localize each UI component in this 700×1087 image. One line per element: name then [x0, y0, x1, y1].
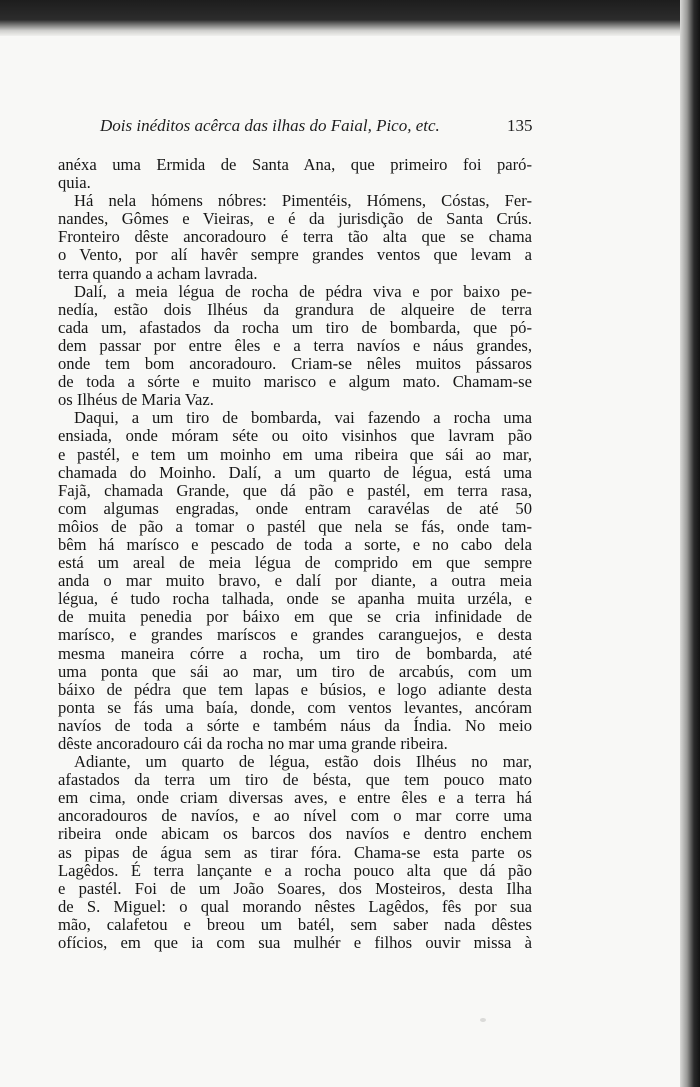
text-line: bêm há marísco e pescado de toda a sorte, e no cabo dela — [58, 534, 532, 554]
text-line: o Vento, por alí havêr sempre grandes ventos que levam a — [58, 245, 532, 265]
text-line: onde tem bom ancoradouro. Criam-se nêles muitos pássaros — [58, 354, 532, 374]
text-line: as pipas de água sem as tirar fóra. Chama-se esta parte os — [58, 842, 532, 862]
text-line: Fajã, chamada Grande, que dá pão e pastél, em terra rasa, — [58, 480, 532, 500]
text-line: navíos de toda a sórte e também náus da Índia. No meio — [58, 715, 532, 735]
text-line: os Ilhéus de Maria Vaz. — [58, 390, 214, 410]
text-line: Daqui, a um tiro de bombarda, vai fazendo a rocha uma — [74, 408, 532, 428]
text-line: quia. — [58, 173, 91, 193]
text-line: ensiada, onde móram séte ou oito visinhos que lavram pão — [58, 426, 532, 446]
paper-speck — [480, 1018, 486, 1022]
page-fore-edge — [680, 0, 700, 1087]
text-line: e pastél, e tem um moinho em uma ribeira que sái ao mar, — [58, 444, 532, 464]
text-line: de S. Miguel: o qual morando nêstes Lagêdos, fês por sua — [58, 896, 532, 916]
text-line: légua, é tudo rocha talhada, onde se apanha muita urzéla, e — [58, 589, 532, 609]
text-line: Dalí, a meia légua de rocha de pédra viva e por baixo pe- — [74, 281, 532, 301]
text-line: em cima, onde criam diversas aves, e entre êles e a terra há — [58, 788, 532, 808]
text-line: báixo de pédra que tem lapas e búsios, e logo adiante desta — [58, 679, 532, 699]
running-head: Dois inéditos acêrca das ilhas do Faial, Pico, etc. — [100, 116, 440, 135]
text-line: terra quando a acham lavrada. — [58, 263, 258, 283]
text-line: Lagêdos. É terra lançante e a rocha pouco alta que dá pão — [58, 860, 532, 880]
text-line: chamada do Moinho. Dalí, a um quarto de légua, está uma — [58, 462, 532, 482]
text-line: anéxa uma Ermida de Santa Ana, que primeiro foi paró- — [58, 155, 532, 174]
scan-dark-top-border — [0, 0, 700, 36]
text-line: ancoradouros de navíos, e ao nível com o mar corre uma — [58, 806, 532, 826]
text-line: de toda a sórte e muito marisco e algum mato. Chamam-se — [58, 372, 532, 392]
text-line: mão, calafetou e breou um batél, sem saber nada dêstes — [58, 914, 532, 934]
text-line: ponta se fás uma baía, donde, com ventos levantes, ancóram — [58, 697, 532, 717]
text-line: dem passar por entre êles e a terra navíos e náus grandes, — [58, 335, 532, 355]
text-line: de muita penedia por báixo em que se cria infinidade de — [58, 607, 532, 627]
text-line: ofícios, em que ia com sua mulhér e filhos ouvir missa à — [58, 933, 532, 953]
text-line: Adiante, um quarto de légua, estão dois Ilhéus no mar, — [74, 752, 532, 772]
text-line: marísco, e grandes maríscos e grandes caranguejos, e desta — [58, 625, 532, 645]
text-line: mesma maneira córre a rocha, um tiro de bombarda, até — [58, 643, 532, 663]
text-line: Há nela hómens nóbres: Pimentéis, Hómens, Cóstas, Fer- — [74, 191, 532, 211]
text-line: ribeira onde abicam os barcos dos navíos e dentro enchem — [58, 824, 532, 844]
text-line: e pastél. Foi de um João Soares, dos Mosteiros, desta Ilha — [58, 878, 532, 898]
text-line: afastados da terra um tiro de bésta, que tem pouco mato — [58, 770, 532, 790]
text-line: anda o mar muito bravo, e dalí por diante, a outra meia — [58, 571, 532, 591]
text-line: dêste ancoradouro cái da rocha no mar uma grande ribeira. — [58, 734, 448, 753]
page-number: 135 — [507, 116, 533, 135]
text-line: nedía, estão dois Ilhéus da grandura de alqueire de terra — [58, 299, 532, 319]
text-line: cada um, afastados da rocha um tiro de bombarda, que pó- — [58, 317, 532, 337]
text-line: com algumas engradas, onde entram caravélas de até 50 — [58, 498, 532, 518]
text-line: môios de pão a tomar o pastél que nela se fás, onde tam- — [58, 516, 532, 536]
text-line: uma ponta que sái ao mar, um tiro de arcabús, com um — [58, 661, 532, 681]
text-line: nandes, Gômes e Vieiras, e é da jurisdição de Santa Crús. — [58, 209, 532, 229]
text-line: Fronteiro dêste ancoradouro é terra tão alta que se chama — [58, 227, 532, 247]
text-line: está um areal de meia légua de comprido em que sempre — [58, 553, 532, 573]
body-text — [58, 156, 532, 952]
